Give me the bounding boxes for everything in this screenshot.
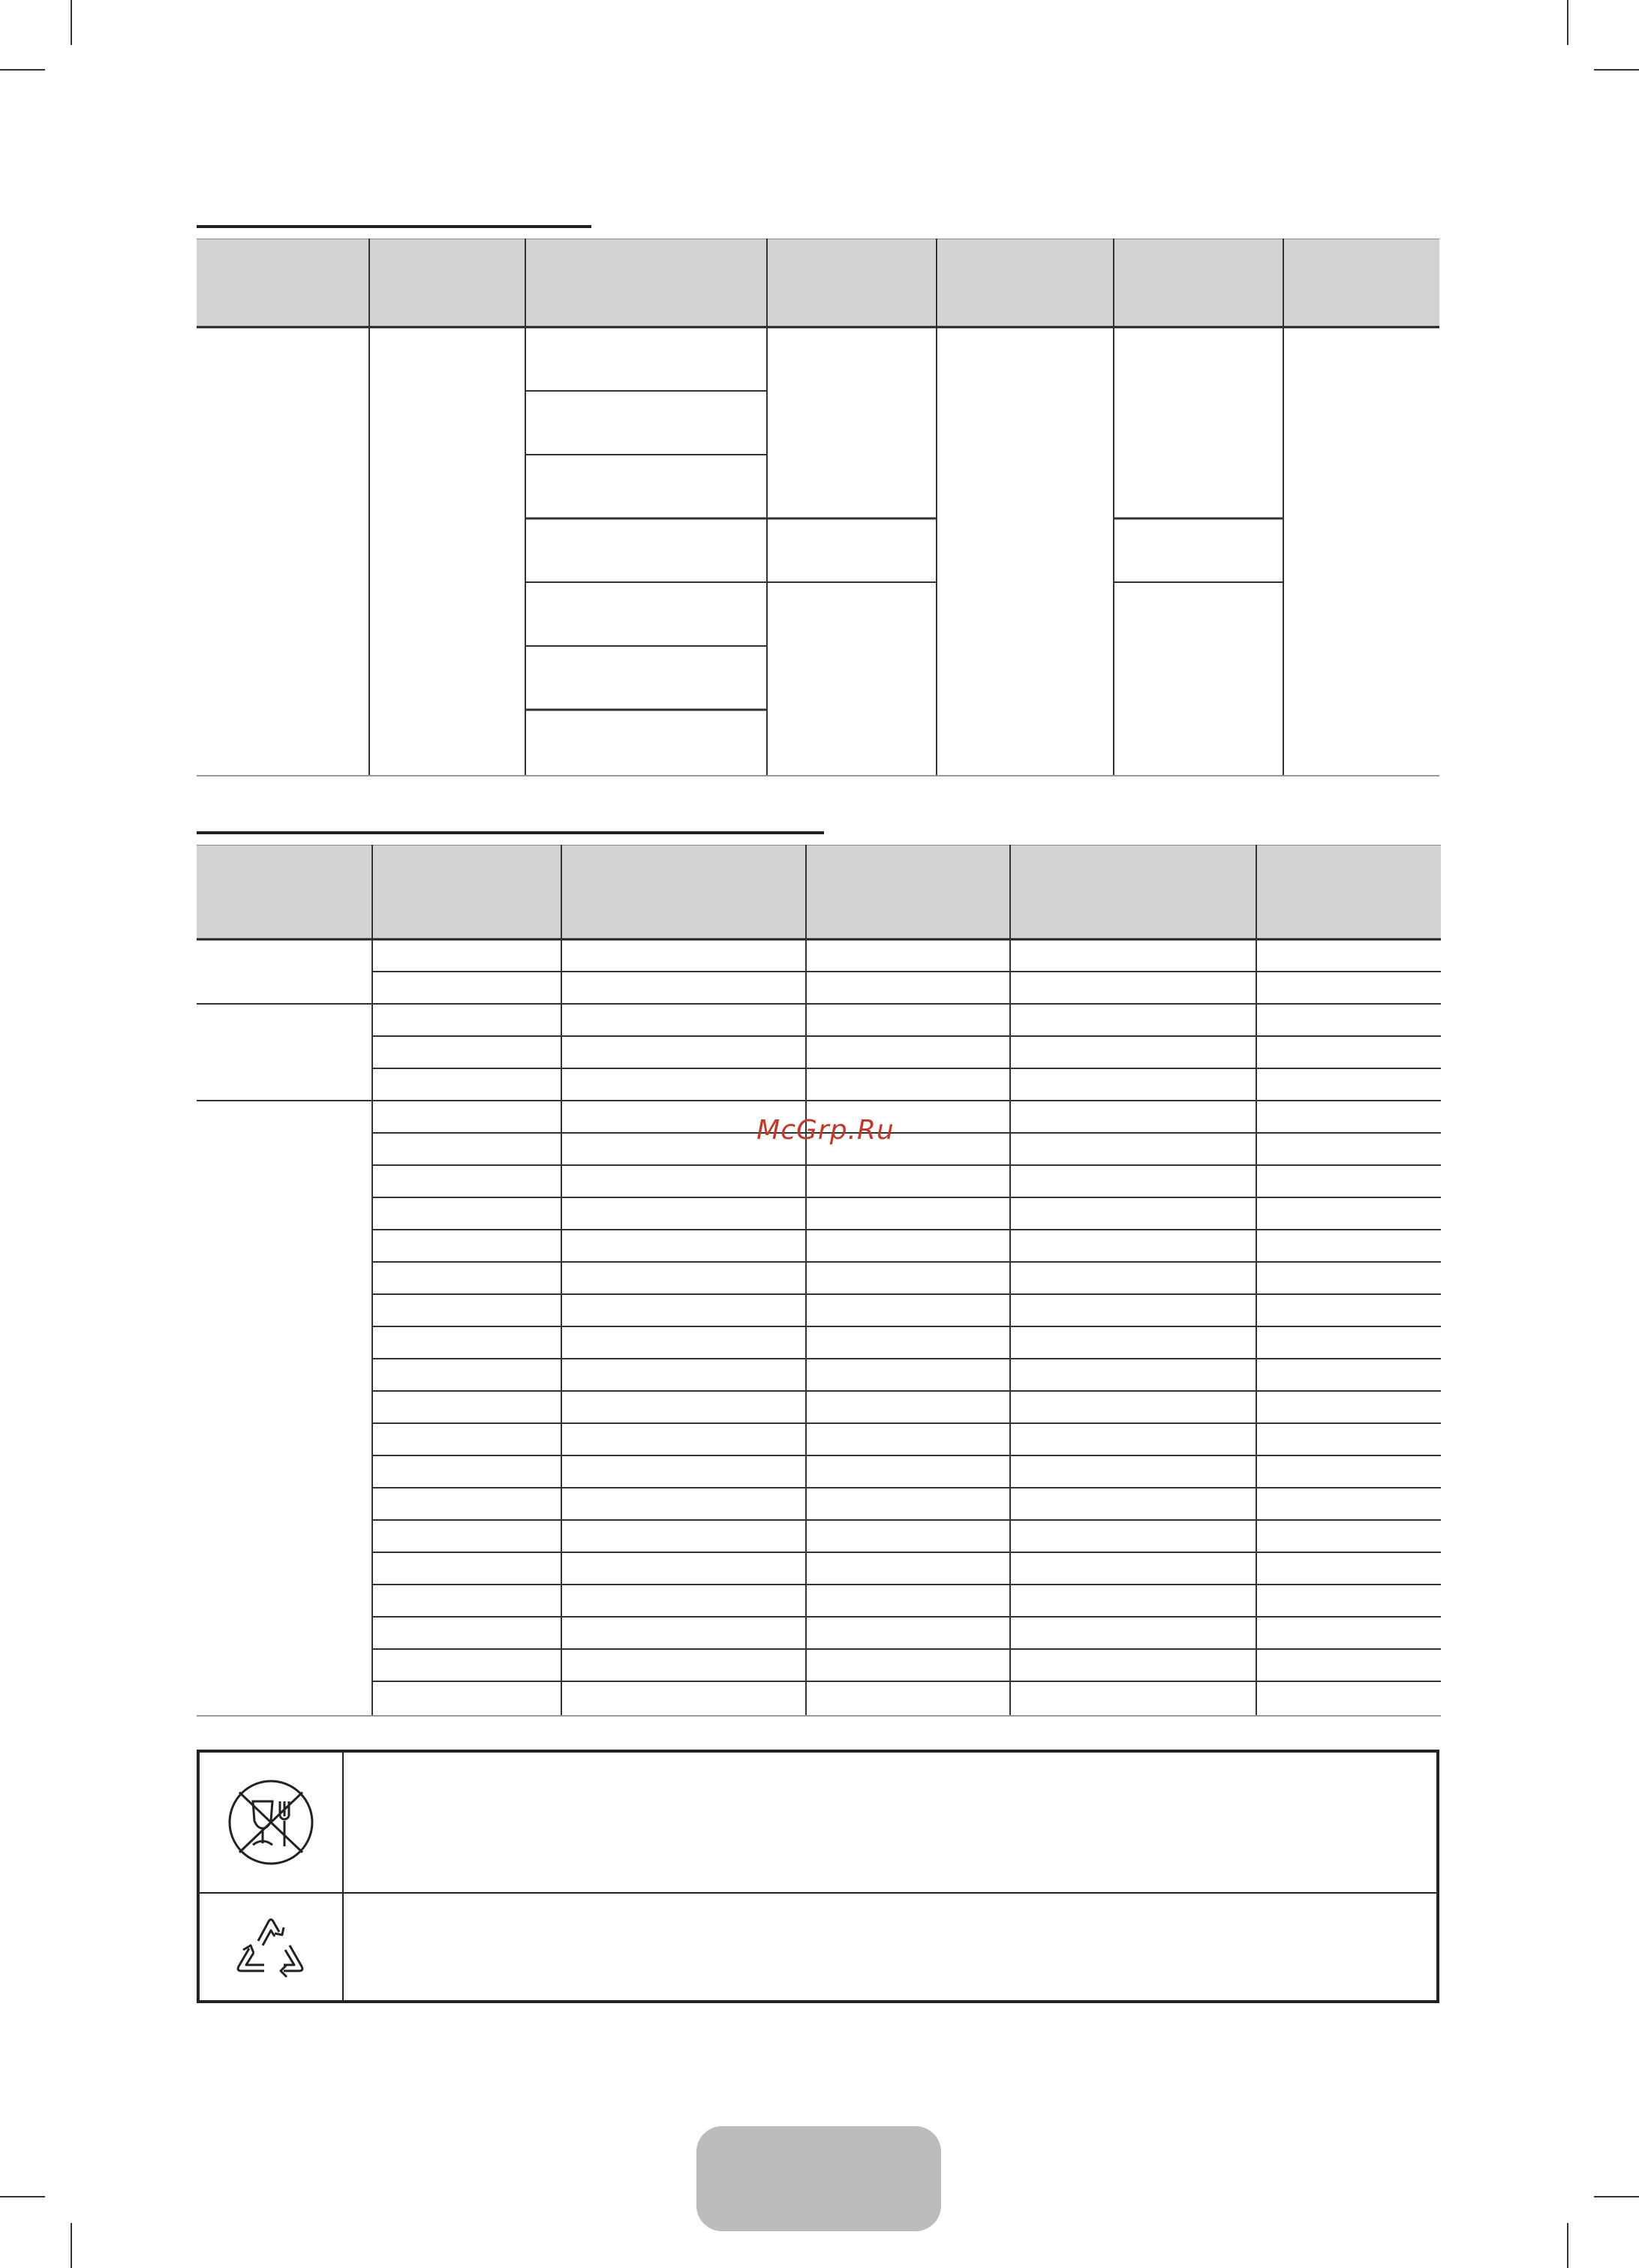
crop-mark-top-right-v xyxy=(1567,0,1568,45)
table-2 xyxy=(197,845,1441,1718)
recycle-icon-cell xyxy=(200,1894,342,2003)
crop-mark-bottom-right-h xyxy=(1594,2196,1639,2197)
crop-mark-top-left-v xyxy=(71,0,72,45)
no-food-contact-icon xyxy=(226,1777,316,1867)
table-1-title-rule xyxy=(197,225,591,228)
symbols-box xyxy=(197,1750,1439,2003)
table-1 xyxy=(197,239,1439,777)
page-number-tab xyxy=(696,2126,941,2231)
crop-mark-top-left-h xyxy=(0,69,45,71)
crop-mark-bottom-right-v xyxy=(1567,2223,1568,2268)
crop-mark-bottom-left-v xyxy=(71,2223,72,2268)
crop-mark-bottom-left-h xyxy=(0,2196,45,2197)
table-2-title-rule xyxy=(197,831,824,834)
recycle-icon xyxy=(230,1911,312,1986)
symbols-box-divider-h xyxy=(200,1892,1436,1894)
watermark: McGrp.Ru xyxy=(756,1115,895,1146)
table-1-header xyxy=(197,239,1439,327)
table-2-header xyxy=(197,845,1441,939)
symbols-box-divider-v xyxy=(342,1753,344,2000)
food-contact-icon-cell xyxy=(200,1753,342,1892)
crop-mark-top-right-h xyxy=(1594,69,1639,71)
